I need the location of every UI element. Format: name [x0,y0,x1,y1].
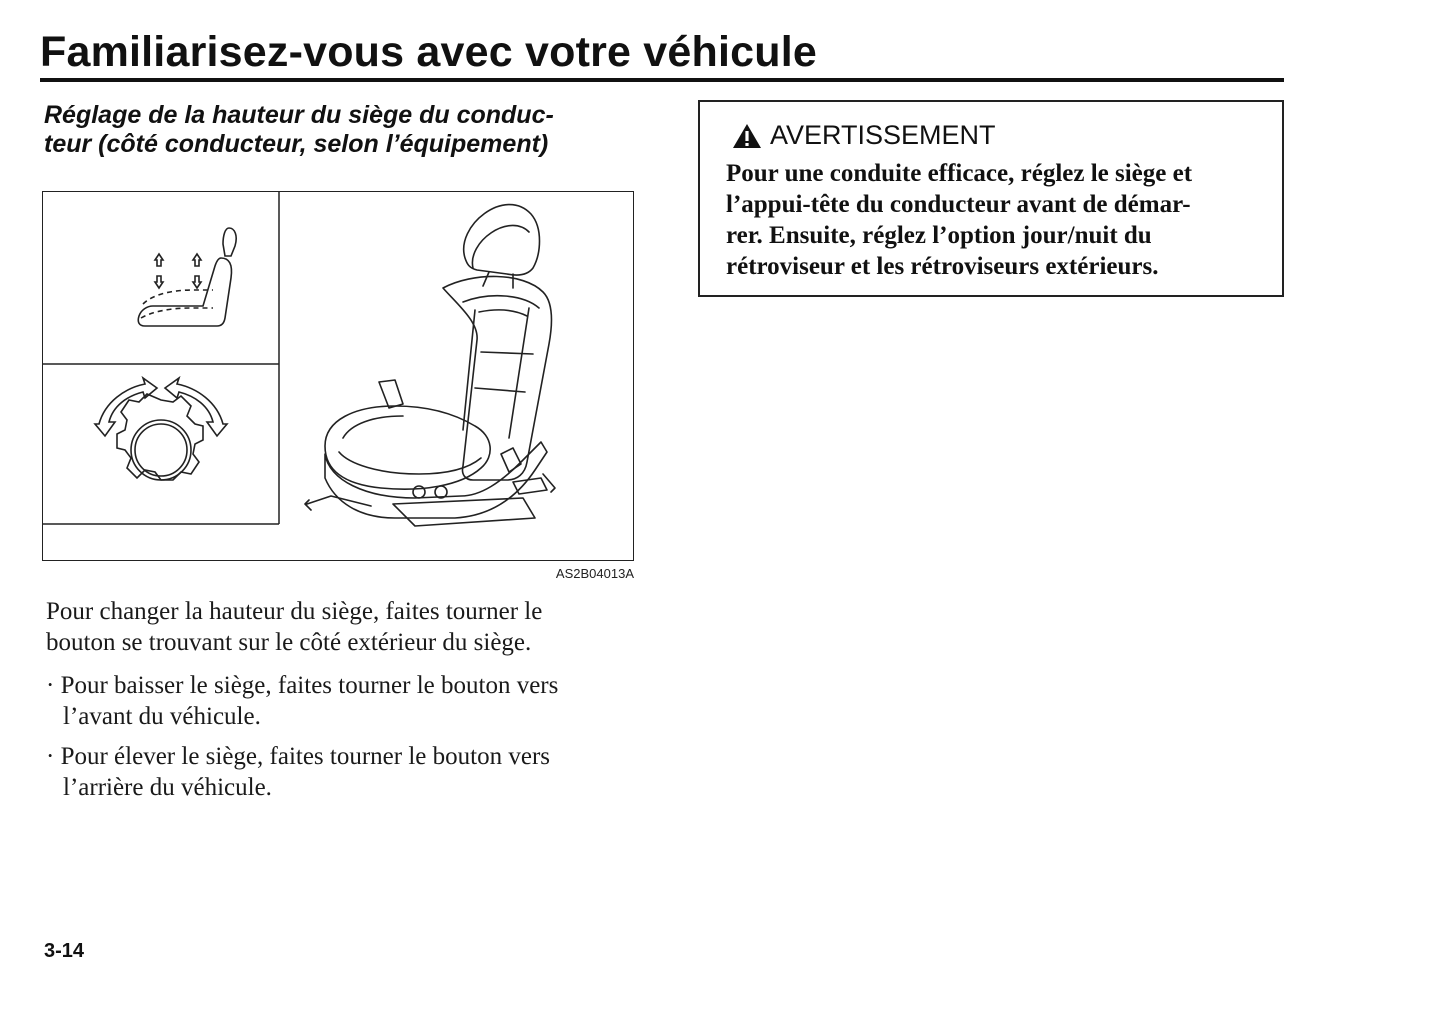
figure-code: AS2B04013A [555,566,634,581]
bullet-raise-seat [46,741,646,803]
driver-seat-illustration [305,205,555,526]
bullet-lower-seat [46,670,646,732]
adjust-knob-icon [117,394,203,480]
up-arrow-icon [155,254,201,266]
warning-triangle-icon [732,123,762,149]
page-number: 3-14 [44,940,85,962]
subtitle-line: Réglage de la hauteur du siège du conduc- [44,101,554,129]
title-divider [40,78,1284,82]
warning-heading [732,120,996,151]
seat-height-diagram [138,228,236,326]
warning-box [698,100,1284,297]
bullet-line: l’avant du véhicule. [63,703,261,730]
subtitle-line: teur (côté conducteur, selon l’équipement) [44,130,549,158]
warning-line: rétroviseur et les rétroviseurs extérieurs. [726,253,1159,280]
bullet-line [46,741,646,772]
figure-illustration [43,192,635,562]
page-title: Familiarisez-vous avec votre véhicule [40,28,817,76]
bullet-text: Pour élever le siège, faites tourner le bouton vers [60,743,550,770]
bullet-marker: · [46,672,55,699]
section-subtitle [44,101,644,159]
warning-line: l’appui-tête du conducteur avant de démar- [726,191,1191,218]
intro-line: Pour changer la hauteur du siège, faites tourner le [46,598,543,625]
intro-line: bouton se trouvant sur le côté extérieur du siège. [46,629,532,656]
bullet-line: l’arrière du véhicule. [63,774,272,801]
adjust-knob-rotation [95,378,227,480]
bullet-marker: · [46,743,55,770]
seat-adjust-figure [42,191,634,561]
warning-line: rer. Ensuite, réglez l’option jour/nuit du [726,222,1152,249]
warning-line: Pour une conduite efficace, réglez le siège et [726,160,1193,187]
intro-paragraph [46,596,646,658]
bullet-text: Pour baisser le siège, faites tourner le bouton vers [60,672,559,699]
down-arrow-icon [155,276,201,288]
warning-text [726,158,1192,282]
warning-heading-text: AVERTISSEMENT [770,120,996,150]
bullet-line [46,670,646,701]
